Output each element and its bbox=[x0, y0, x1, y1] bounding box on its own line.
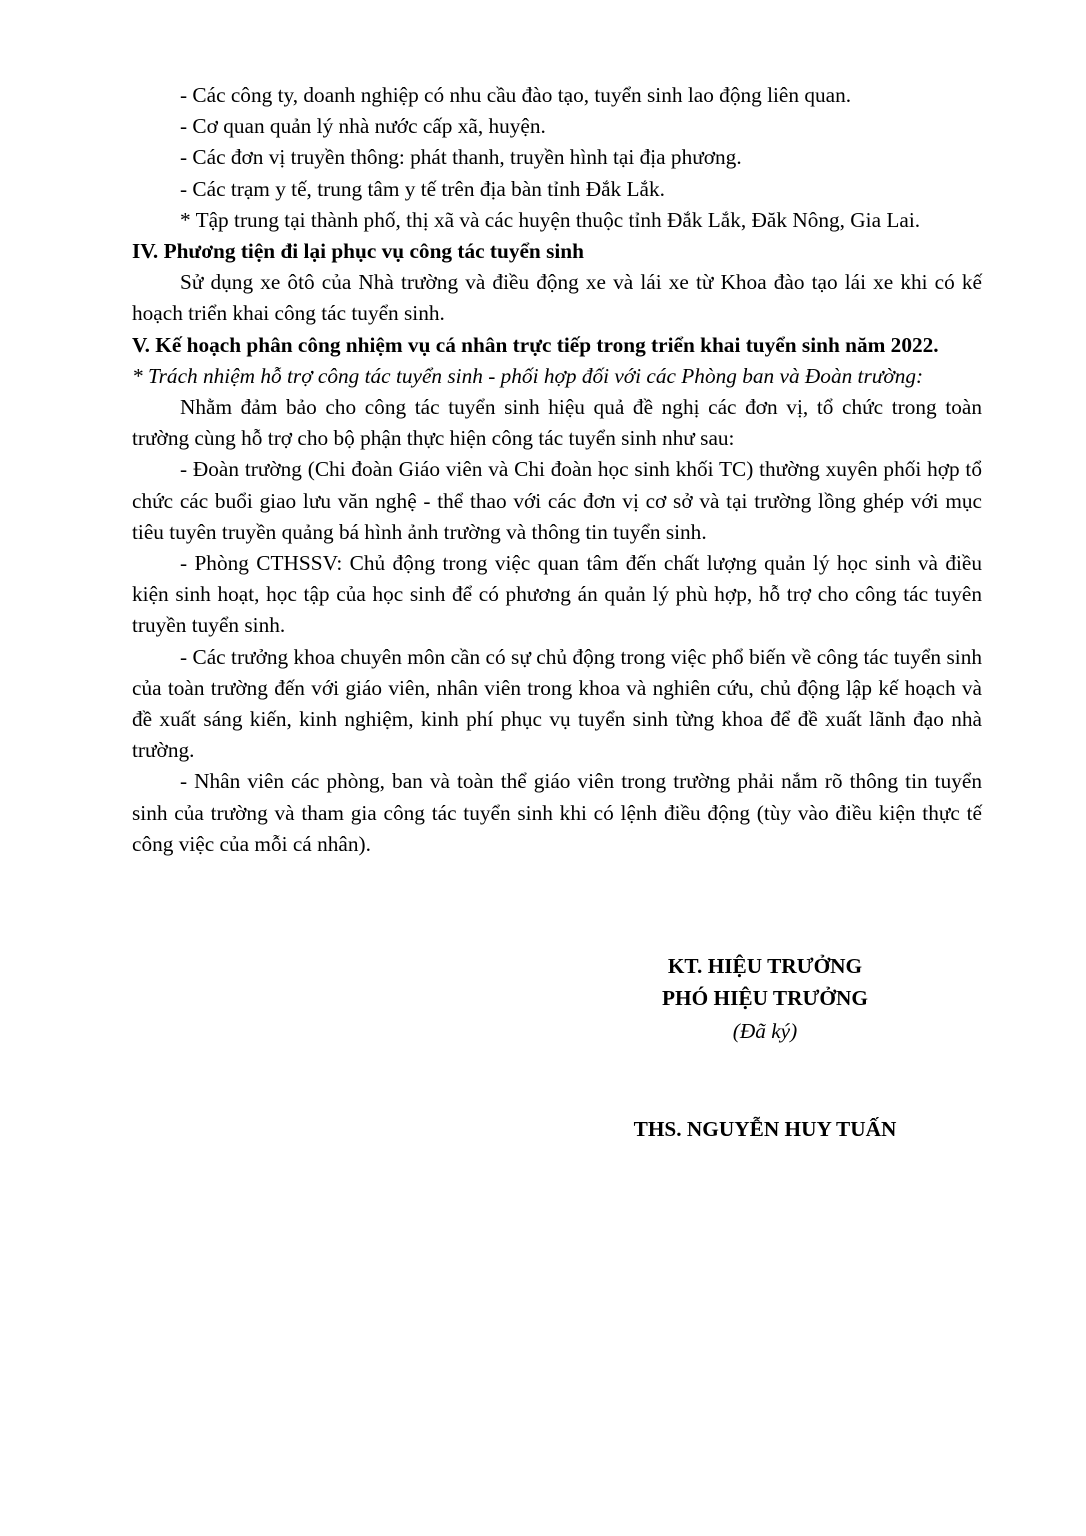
bullet-companies: - Các công ty, doanh nghiệp có nhu cầu đào tạo, tuyển sinh lao động liên quan. bbox=[180, 83, 852, 107]
signatory-name: THS. NGUYỄN HUY TUẤN bbox=[633, 1117, 897, 1141]
bullet-focus-areas: * Tập trung tại thành phố, thị xã và các huyện thuộc tỉnh Đắk Lắk, Đăk Nông, Gia Lai. bbox=[180, 207, 921, 232]
section-v-staff: - Nhân viên các phòng, ban và toàn thể giáo viên trong trường phải nắm rõ thông tin tuyển sinh của trường và tham gia công tác tuyển sinh khi có lệnh điều động (tùy vào điều kiện thực tế công việc của mỗi cá nhân). bbox=[132, 769, 982, 856]
document-body bbox=[132, 80, 982, 860]
signature-title-2: PHÓ HIỆU TRƯỞNG bbox=[662, 986, 868, 1010]
bullet-state-agencies: - Cơ quan quản lý nhà nước cấp xã, huyện. bbox=[180, 114, 546, 139]
section-v-youth-union: - Đoàn trường (Chi đoàn Giáo viên và Chi đoàn học sinh khối TC) thường xuyên phối hợp tổ chức các buổi giao lưu văn nghệ - thể thao với các đơn vị cơ sở và tại trường lồng ghép với mục tiêu tuyên truyền quảng bá hình ảnh trường và thông tin tuyển sinh. bbox=[132, 457, 982, 544]
bullet-media: - Các đơn vị truyền thông: phát thanh, truyền hình tại địa phương. bbox=[180, 145, 742, 170]
section-v-department-heads: - Các trưởng khoa chuyên môn cần có sự chủ động trong việc phổ biến về công tác tuyển sinh của toàn trường đến với giáo viên, nhân viên trong khoa và nghiên cứu, chủ động lập kế hoạch và đề xuất sáng kiến, kinh nghiệm, kinh phí phục vụ tuyển sinh từng khoa để đề xuất lãnh đạo nhà trường. bbox=[132, 644, 982, 763]
section-v-student-affairs: - Phòng CTHSSV: Chủ động trong việc quan tâm đến chất lượng quản lý học sinh và điều kiện sinh hoạt, học tập của học sinh để có phương án quản lý phù hợp, hỗ trợ cho công tác tuyên truyền tuyển sinh. bbox=[132, 551, 982, 638]
section-iv-text: Sử dụng xe ôtô của Nhà trường và điều động xe và lái xe từ Khoa đào tạo lái xe khi có kế hoạch triển khai công tác tuyển sinh. bbox=[132, 270, 982, 326]
signature-title-1: KT. HIỆU TRƯỞNG bbox=[667, 954, 863, 978]
section-v-note: * Trách nhiệm hỗ trợ công tác tuyển sinh - phối hợp đối với các Phòng ban và Đoàn trường: bbox=[132, 363, 924, 388]
bullet-health-centers: - Các trạm y tế, trung tâm y tế trên địa bàn tỉnh Đắk Lắk. bbox=[180, 176, 665, 201]
signed-note: (Đã ký) bbox=[732, 1019, 798, 1043]
section-iv-heading: IV. Phương tiện đi lại phục vụ công tác tuyển sinh bbox=[132, 239, 584, 264]
section-v-heading: V. Kế hoạch phân công nhiệm vụ cá nhân trực tiếp trong triển khai tuyển sinh năm 2022. bbox=[132, 332, 939, 357]
section-v-intro: Nhằm đảm bảo cho công tác tuyển sinh hiệu quả đề nghị các đơn vị, tổ chức trong toàn trường cùng hỗ trợ cho bộ phận thực hiện công tác tuyển sinh như sau: bbox=[132, 395, 982, 451]
